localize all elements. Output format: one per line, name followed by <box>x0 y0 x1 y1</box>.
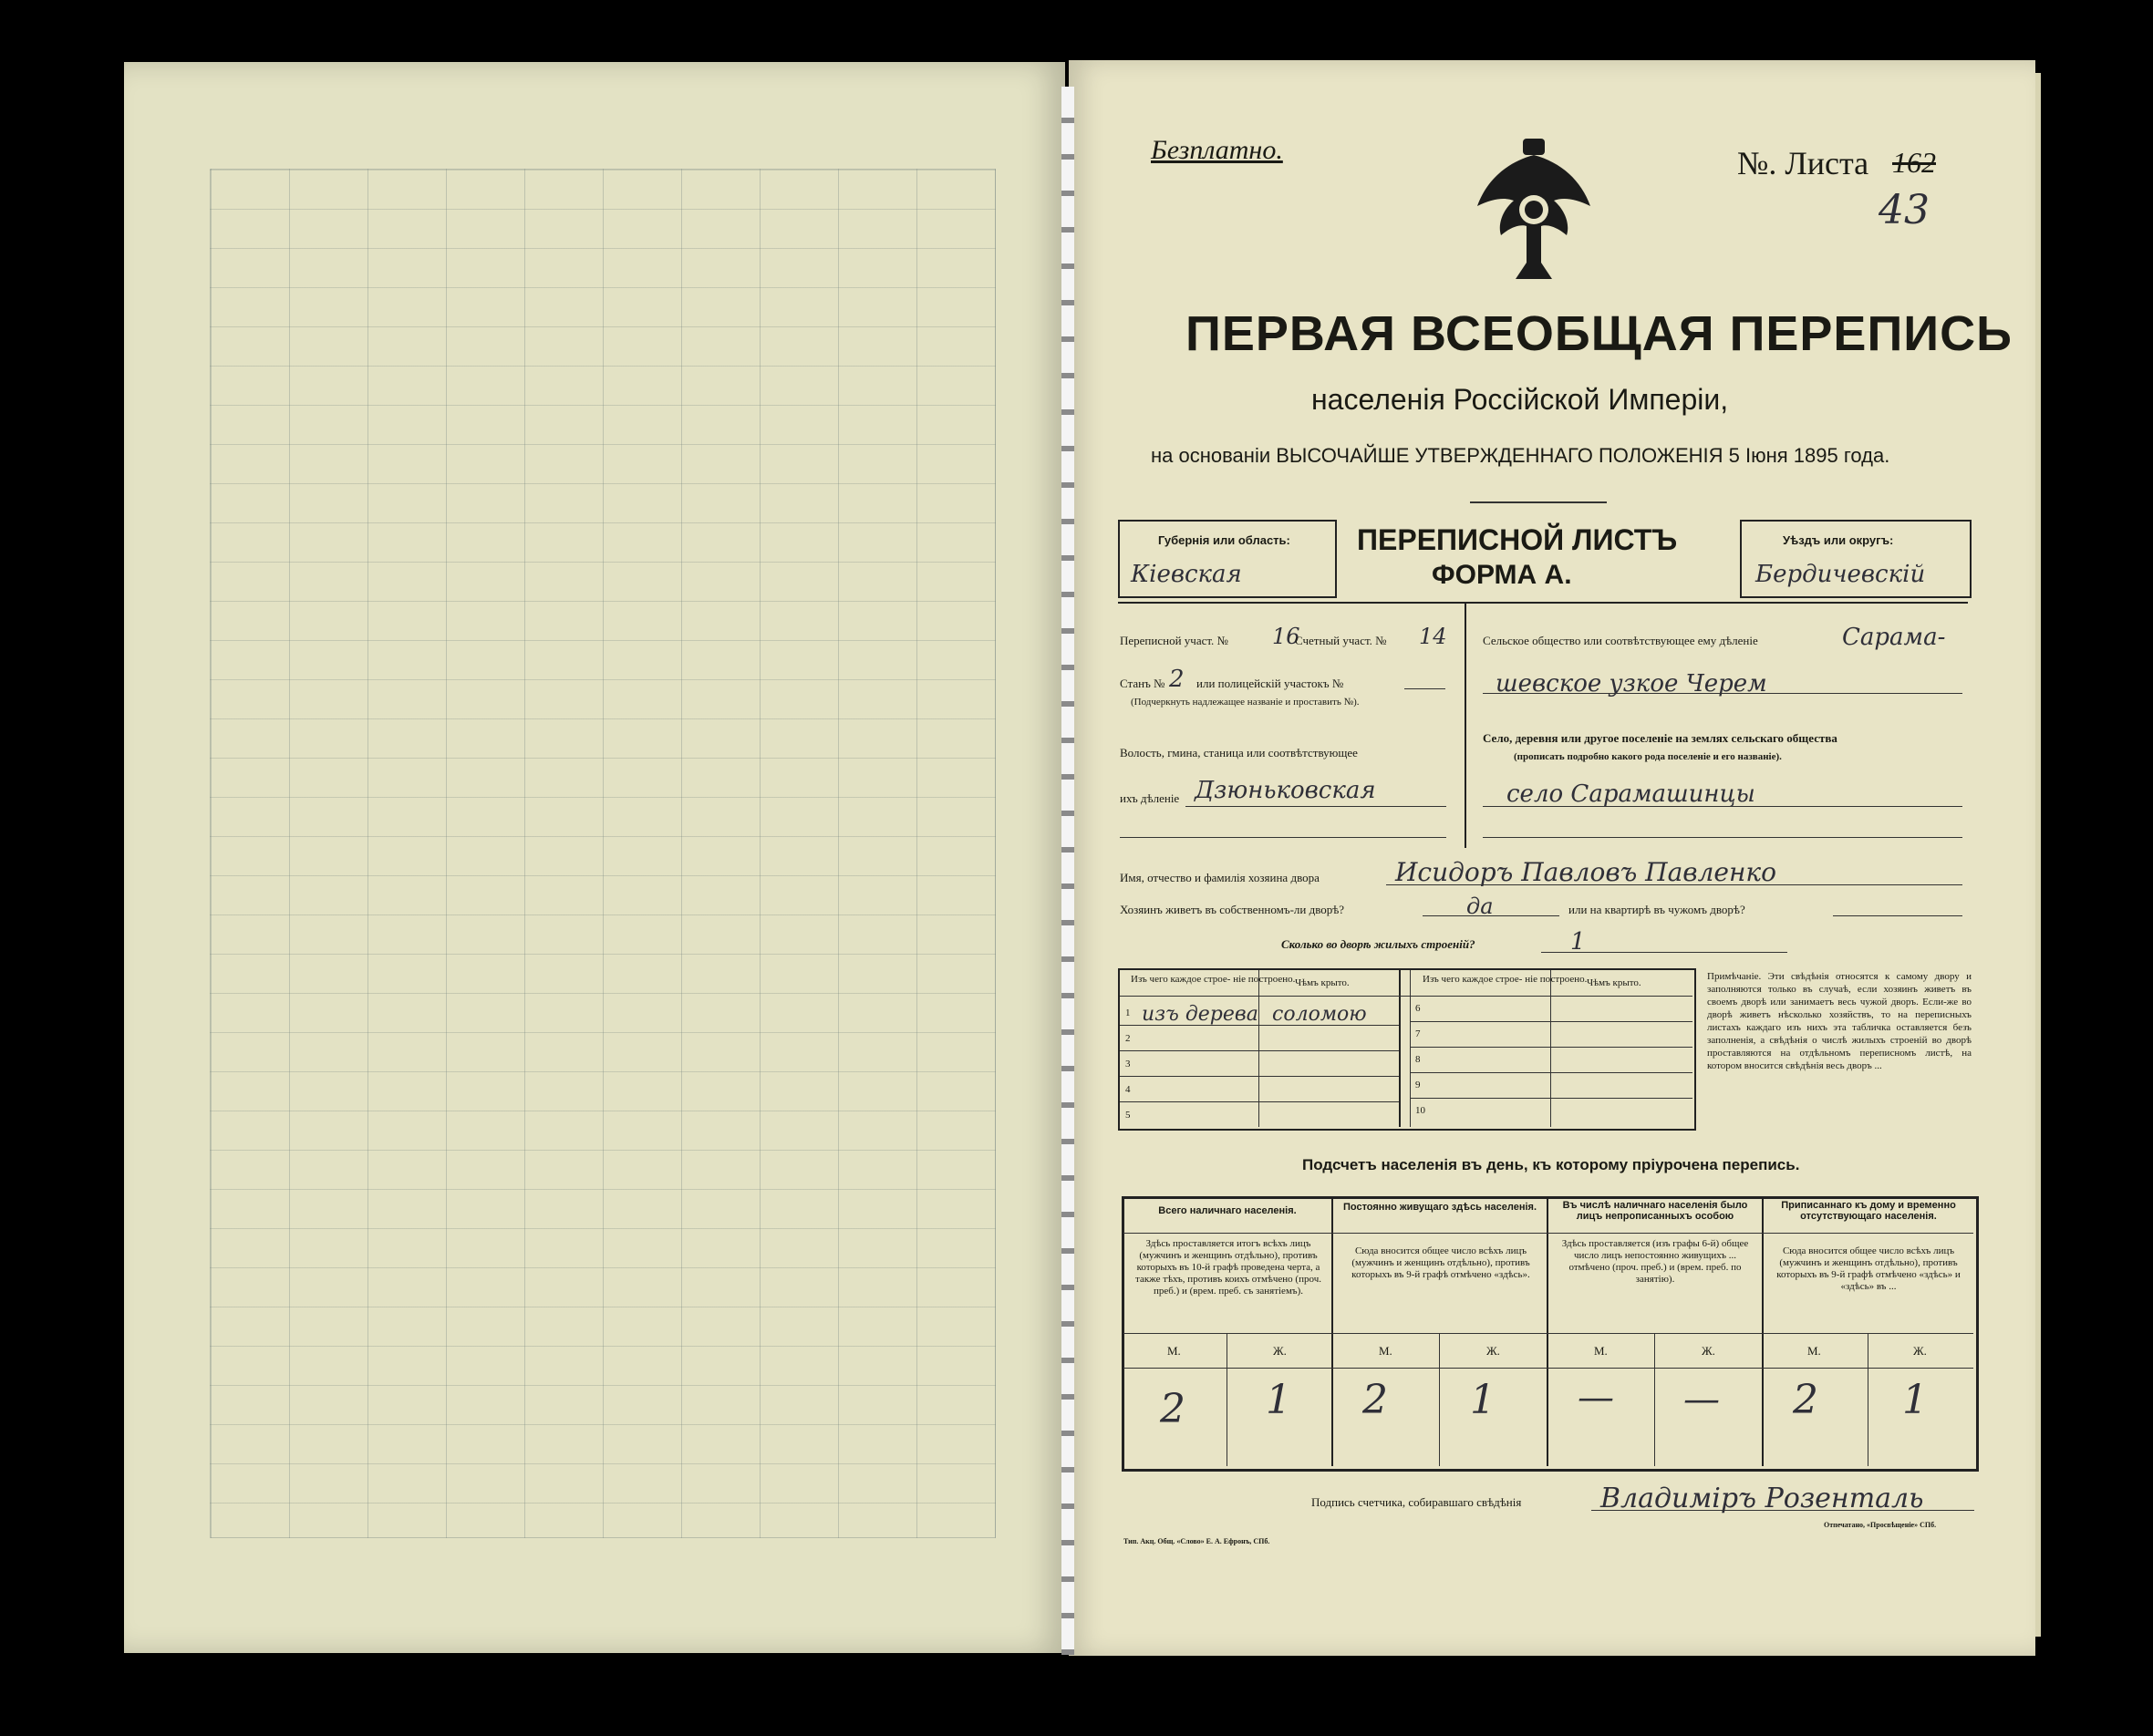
district-label: Уѣздъ или округъ: <box>1783 533 1894 547</box>
bt-rule-7 <box>1410 1072 1692 1073</box>
village-value: село Сарамашинцы <box>1506 780 1755 808</box>
bt-div-4 <box>1550 970 1551 1127</box>
census-district-value: 16 <box>1272 624 1300 649</box>
ct-f-3: Ж. <box>1702 1344 1715 1358</box>
owner-line <box>1386 884 1962 885</box>
village-line <box>1483 806 1962 807</box>
ct-desc-2: Сюда вносится общее число всѣхъ лицъ (мужчинъ и женщинъ отдѣльно), противъ которыхъ въ 9-й графѣ отмѣчено «здѣсь». <box>1351 1245 1530 1280</box>
bt-row-7: 7 <box>1415 1028 1421 1039</box>
ct-m-1: М. <box>1167 1344 1181 1358</box>
own-yard-line <box>1423 915 1559 916</box>
signature-label: Подпись счетчика, собиравшаго свѣдѣнія <box>1311 1495 1522 1509</box>
form-title: ПЕРЕПИСНОЙ ЛИСТЪ <box>1357 523 1678 556</box>
bt-div-1 <box>1258 970 1259 1127</box>
bt-row1-material: изъ дерева <box>1142 1003 1258 1026</box>
bt-rule-6 <box>1410 1047 1692 1048</box>
bt-col-material-2: Изъ чего каждое строе- ніе построено. <box>1423 974 1588 985</box>
rent-line <box>1833 915 1962 916</box>
province-value: Кіевская <box>1131 561 1242 588</box>
village-note: (прописать подробно какого рода поселеніе и его названіе). <box>1514 751 1782 762</box>
volost-line <box>1185 806 1446 807</box>
ct-val-f-1: 1 <box>1266 1377 1291 1423</box>
village-label: Село, деревня или другое поселеніе на землях сельскаго общества <box>1483 731 1837 745</box>
census-title: ПЕРВАЯ ВСЕОБЩАЯ ПЕРЕПИСЬ <box>1185 306 2013 361</box>
ct-m-4: М. <box>1807 1344 1821 1358</box>
owner-label: Имя, отчество и фамилія хозяина двора <box>1120 871 1320 884</box>
ct-mf-2 <box>1439 1333 1440 1466</box>
bt-rule-3 <box>1120 1076 1399 1077</box>
ct-val-m-4: 2 <box>1793 1377 1818 1423</box>
title-divider <box>1470 501 1607 503</box>
volost-line-2 <box>1120 837 1446 838</box>
buildings-value: 1 <box>1570 928 1586 956</box>
bt-row-8: 8 <box>1415 1054 1421 1065</box>
society-value-2: шевское узкое Черем <box>1496 670 1767 698</box>
bt-row-9: 9 <box>1415 1080 1421 1090</box>
ct-mf-rule <box>1123 1368 1973 1369</box>
bt-row-6: 6 <box>1415 1003 1421 1014</box>
signature-value: Владиміръ Розенталь <box>1600 1483 1924 1514</box>
bt-rule-5 <box>1410 1021 1692 1022</box>
society-value-1: Сарама- <box>1842 624 1946 651</box>
sheet-number-label: №. Листа <box>1737 145 1869 181</box>
bt-row1-roof: соломою <box>1272 1003 1367 1026</box>
ct-desc-3: Здѣсь проставляется (изъ графы 6-й) общее число лицъ непостоянно живущихъ ... отмѣчено (проч. преб.) и (врем. преб. по занятію). <box>1561 1238 1749 1285</box>
binding-spine <box>1061 87 1074 1655</box>
census-basis: на основаніи ВЫСОЧАЙШЕ УТВЕРЖДЕННАГО ПОЛОЖЕНІЯ 5 Іюня 1895 года. <box>1151 444 1890 467</box>
volost-label: Волость, гмина, станица или соотвѣтствующее <box>1120 746 1358 760</box>
district-value: Бердичевскій <box>1755 561 1926 588</box>
bt-rule-8 <box>1410 1098 1692 1099</box>
ct-div-2 <box>1547 1198 1548 1466</box>
bt-div-3 <box>1410 970 1411 1127</box>
stan-value: 2 <box>1169 666 1185 693</box>
printer-imprint-right: Отпечатано, «Просвѣщеніе» СПб. <box>1824 1521 1937 1529</box>
ct-val-f-3: — <box>1683 1379 1720 1421</box>
buildings-label: Сколько во дворѣ жилыхъ строеній? <box>1281 937 1475 951</box>
ct-head-4: Приписаннаго къ дому и временно отсутствующаго населенія. <box>1781 1200 1956 1222</box>
society-label: Сельское общество или соотвѣтствующее ему дѣленіе <box>1483 634 1758 647</box>
bt-rule-4 <box>1120 1101 1399 1102</box>
bt-row-2: 2 <box>1125 1033 1131 1044</box>
ct-div-1 <box>1331 1198 1333 1466</box>
volost-label-2: ихъ дѣленіе <box>1120 791 1180 805</box>
buildings-line <box>1541 952 1787 953</box>
fields-column-divider <box>1465 602 1466 848</box>
printer-imprint-left: Тип. Акц. Общ. «Слово» Е. А. Ефронъ, СПб. <box>1123 1537 1270 1545</box>
sheet-number-handwritten: 43 <box>1879 187 1930 233</box>
bt-row-3: 3 <box>1125 1059 1131 1070</box>
free-label: Безплатно. <box>1151 135 1283 165</box>
head-rule <box>1118 602 1968 604</box>
stan-note: (Подчеркнуть надлежащее названіе и проставить №). <box>1131 697 1360 708</box>
village-line-2 <box>1483 837 1962 838</box>
bt-div-2 <box>1399 970 1401 1127</box>
imperial-eagle-emblem <box>1470 135 1598 285</box>
ct-desc-1: Здѣсь проставляется итогъ всѣхъ лицъ (мужчинъ и женщинъ отдѣльно), противъ которыхъ въ 10-й графѣ проведена черта, а также тѣхъ, противъ коихъ отмѣчено (проч. преб.) и (врем. преб. съ занятіемъ). <box>1135 1238 1321 1297</box>
bt-row-1: 1 <box>1125 1008 1131 1018</box>
ct-head-2: Постоянно живущаго здѣсь населенія. <box>1342 1202 1537 1213</box>
ct-desc-rule <box>1123 1333 1973 1334</box>
signature-line <box>1591 1510 1974 1511</box>
stan-label: Станъ № <box>1120 677 1165 690</box>
count-district-label: Счетный участ. № <box>1295 634 1387 647</box>
ct-val-m-2: 2 <box>1362 1377 1388 1423</box>
ct-val-f-2: 1 <box>1470 1377 1496 1423</box>
sheet-number-struck: 162 <box>1892 146 1936 179</box>
buildings-table <box>1118 968 1696 1131</box>
own-yard-label: Хозяинъ живетъ въ собственномъ-ли дворѣ? <box>1120 903 1345 916</box>
police-district-label: или полицейскій участокъ № <box>1196 677 1344 690</box>
bt-col-material: Изъ чего каждое строе- ніе построено. <box>1131 974 1296 985</box>
ct-head-rule <box>1123 1233 1973 1234</box>
bt-row-4: 4 <box>1125 1084 1131 1095</box>
buildings-note: Примѣчаніе. Эти свѣдѣнія относятся к самому двору и заполняются только въ случаѣ, если хозяинъ живетъ въ своемъ дворѣ или занимаетъ весь чужой дворъ. Если-же во дворѣ живетъ нѣсколько хозяйствъ, то на переписныхъ листахъ каждаго изъ нихъ эта табличка оставляется безъ заполненія, а свѣдѣнія о числѣ жилыхъ строеній во дворѣ проставляются на отдѣльномъ переписномъ листѣ, на котором вносится свѣдѣнія весь дворъ ... <box>1707 971 1972 1071</box>
count-title: Подсчетъ населенія въ день, къ которому пріурочена перепись. <box>1302 1156 1800 1173</box>
ct-m-2: М. <box>1379 1344 1392 1358</box>
ct-val-f-4: 1 <box>1902 1377 1928 1423</box>
ct-head-3: Въ числѣ наличнаго населенія было лицъ непрописанныхъ особою <box>1562 1200 1748 1222</box>
police-district-line <box>1404 688 1445 689</box>
ct-div-3 <box>1762 1198 1764 1466</box>
ct-f-4: Ж. <box>1913 1344 1927 1358</box>
ct-f-1: Ж. <box>1273 1344 1287 1358</box>
ct-val-m-3: — <box>1578 1377 1614 1419</box>
bt-col-roof: Чѣмъ крыто. <box>1295 977 1350 988</box>
ct-head-1: Всего наличнаго населенія. <box>1158 1205 1297 1216</box>
ct-val-m-1: 2 <box>1160 1386 1185 1432</box>
count-district-value: 14 <box>1419 624 1447 649</box>
owner-value: Исидоръ Павловъ Павленко <box>1395 857 1777 887</box>
left-page-grid <box>210 169 996 1538</box>
ct-m-3: М. <box>1594 1344 1608 1358</box>
ct-mf-3 <box>1654 1333 1655 1466</box>
own-yard-value: да <box>1466 894 1494 919</box>
form-subtitle: ФОРМА А. <box>1432 560 1572 590</box>
census-subtitle: населенія Россійской Имперіи, <box>1311 383 1729 416</box>
ct-f-2: Ж. <box>1486 1344 1500 1358</box>
bt-row-10: 10 <box>1415 1105 1425 1116</box>
census-district-label: Переписной участ. № <box>1120 634 1228 647</box>
bt-rule-2 <box>1120 1050 1399 1051</box>
ct-desc-4: Сюда вносится общее число всѣхъ лицъ (мужчинъ и женщинъ отдѣльно), противъ которыхъ въ 9-й графѣ отмѣчено «здѣсь» и «здѣсь» въ ... <box>1776 1245 1961 1292</box>
volost-value: Дзюньковская <box>1195 777 1376 804</box>
province-label: Губернія или область: <box>1158 533 1290 547</box>
bt-head-rule <box>1120 996 1692 997</box>
society-line <box>1483 693 1962 694</box>
bt-col-roof-2: Чѣмъ крыто. <box>1587 977 1641 988</box>
rent-label: или на квартирѣ въ чужомъ дворѣ? <box>1568 903 1745 916</box>
bt-row-5: 5 <box>1125 1110 1131 1121</box>
